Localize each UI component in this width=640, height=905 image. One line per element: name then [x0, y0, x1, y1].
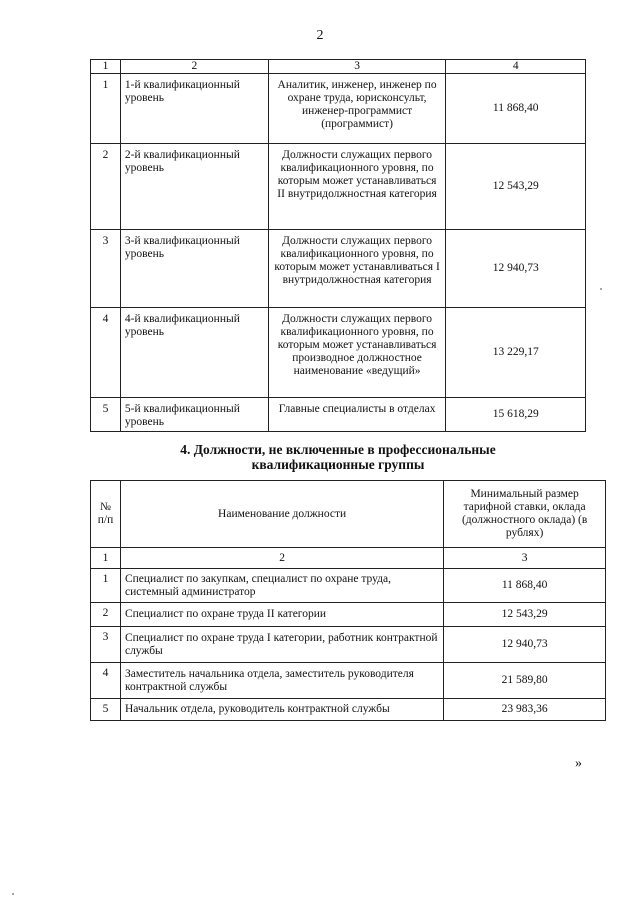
- name-header: Наименование должности: [120, 481, 443, 548]
- qualification-level: 5-й квалификационный уровень: [120, 398, 268, 432]
- table-row: [91, 74, 586, 144]
- table-row: [91, 603, 606, 627]
- table-header-row: [91, 60, 586, 74]
- other-positions-table: [90, 480, 606, 721]
- row-number: 4: [91, 308, 121, 398]
- qualification-level: 1-й квалификационный уровень: [120, 74, 268, 144]
- qualification-level: 3-й квалификационный уровень: [120, 230, 268, 308]
- column-number: 1: [91, 60, 121, 74]
- positions-cell: Должности служащих первого квалификационного уровня, по которым может устанавливаться II внутридолжностная категория: [268, 144, 446, 230]
- row-number: 2: [91, 144, 121, 230]
- table-header-row: [91, 481, 606, 548]
- table-row: [91, 308, 586, 398]
- qualification-level: 4-й квалификационный уровень: [120, 308, 268, 398]
- salary-cell: 13 229,17: [446, 308, 586, 398]
- closing-quote: »: [575, 756, 582, 771]
- column-number: 3: [268, 60, 446, 74]
- positions-cell: Главные специалисты в отделах: [268, 398, 446, 432]
- section-title-line: квалификационные группы: [251, 457, 425, 472]
- row-number: 1: [91, 569, 121, 603]
- positions-cell: Должности служащих первого квалификационного уровня, по которым может устанавливаться производное должностное наименование «ведущий»: [268, 308, 446, 398]
- salary-header: Минимальный размер тарифной ставки, оклада (должностного оклада) (в рублях): [444, 481, 606, 548]
- row-number: 3: [91, 627, 121, 663]
- salary-cell: 12 940,73: [444, 627, 606, 663]
- qualification-levels-table: [90, 59, 586, 432]
- table-row: [91, 569, 606, 603]
- salary-cell: 21 589,80: [444, 663, 606, 699]
- column-numbering-row: [91, 548, 606, 569]
- row-number: 2: [91, 603, 121, 627]
- position-name: Начальник отдела, руководитель контрактной службы: [120, 699, 443, 721]
- column-number: 2: [120, 548, 443, 569]
- salary-cell: 12 940,73: [446, 230, 586, 308]
- salary-cell: 12 543,29: [446, 144, 586, 230]
- positions-cell: Должности служащих первого квалификационного уровня, по которым может устанавливаться I внутридолжностная категория: [268, 230, 446, 308]
- number-header: № п/п: [91, 481, 121, 548]
- position-name: Заместитель начальника отдела, заместитель руководителя контрактной службы: [120, 663, 443, 699]
- table-row: [91, 663, 606, 699]
- page-number: 2: [316, 28, 324, 43]
- column-number: 4: [446, 60, 586, 74]
- row-number: 1: [91, 74, 121, 144]
- row-number: 5: [91, 398, 121, 432]
- position-name: Специалист по закупкам, специалист по охране труда, системный администратор: [120, 569, 443, 603]
- row-number: 4: [91, 663, 121, 699]
- column-number: 2: [120, 60, 268, 74]
- salary-cell: 12 543,29: [444, 603, 606, 627]
- salary-cell: 11 868,40: [446, 74, 586, 144]
- position-name: Специалист по охране труда II категории: [120, 603, 443, 627]
- section-title-line: 4. Должности, не включенные в профессиональные: [180, 442, 496, 457]
- column-number: 1: [91, 548, 121, 569]
- row-number: 5: [91, 699, 121, 721]
- table-row: [91, 230, 586, 308]
- section-title: [90, 442, 586, 472]
- salary-cell: 15 618,29: [446, 398, 586, 432]
- qualification-level: 2-й квалификационный уровень: [120, 144, 268, 230]
- table-row: [91, 398, 586, 432]
- scan-speck: [12, 893, 14, 895]
- salary-cell: 23 983,36: [444, 699, 606, 721]
- table-row: [91, 144, 586, 230]
- row-number: 3: [91, 230, 121, 308]
- column-number: 3: [444, 548, 606, 569]
- positions-cell: Аналитик, инженер, инженер по охране труда, юрисконсульт, инженер-программист (программист): [268, 74, 446, 144]
- scan-speck: [600, 288, 602, 290]
- table-row: [91, 699, 606, 721]
- table-row: [91, 627, 606, 663]
- salary-cell: 11 868,40: [444, 569, 606, 603]
- position-name: Специалист по охране труда I категории, работник контрактной службы: [120, 627, 443, 663]
